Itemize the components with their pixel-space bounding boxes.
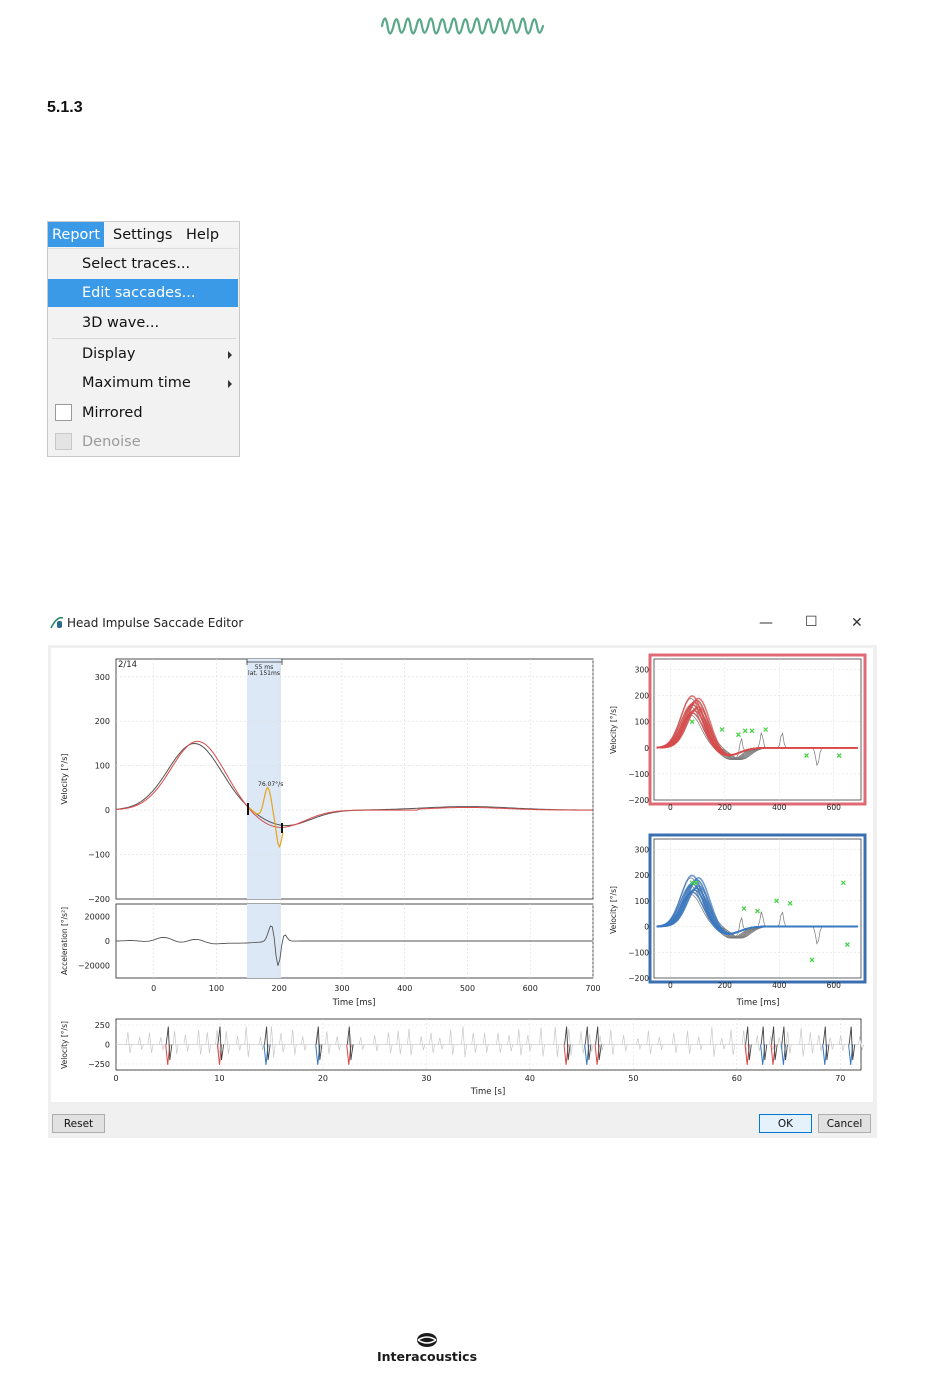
overview-x-tick-label: 40 [524, 1074, 535, 1083]
menu-item-denoise [48, 428, 238, 456]
overview-y-tick-label: 0 [104, 1040, 110, 1050]
submenu-arrow-icon [228, 351, 232, 359]
menu-item-label: Select traces... [82, 256, 191, 272]
overview-x-tick-label: 30 [421, 1074, 432, 1083]
menu-item-label: Mirrored [82, 405, 143, 421]
menu-item-mirrored[interactable] [48, 399, 238, 427]
overview-x-tick-label: 0 [113, 1074, 119, 1083]
mirrored-checkbox[interactable] [55, 404, 72, 421]
menu-report[interactable]: Report [48, 222, 104, 247]
menu-item-edit-saccades[interactable] [48, 279, 238, 307]
overview-x-tick-label: 50 [628, 1074, 639, 1083]
side-x-tick-label: 400 [772, 981, 787, 990]
ok-button[interactable]: OK [759, 1114, 812, 1133]
report-menu [47, 221, 240, 457]
main-velocity-ylabel: Velocity [°/s] [60, 753, 69, 805]
overview-y-tick-label: 250 [94, 1020, 110, 1030]
side-y-tick-label: 0 [644, 922, 649, 932]
menu-item-label: Display [82, 346, 136, 362]
menu-item-maximum-time[interactable] [48, 369, 238, 397]
menu-help[interactable]: Help [186, 227, 220, 243]
side-y-tick-label: −200 [628, 796, 649, 805]
time-tick-label: 700 [585, 984, 601, 993]
saccade-editor-window [47, 612, 877, 1138]
main-velocity-axes [116, 659, 593, 899]
window-latency-label: lat. 151ms [248, 670, 280, 677]
menu-item-label: 3D wave... [82, 315, 160, 331]
menu-item-label: Maximum time [82, 375, 191, 391]
left-velocity-ylabel: Velocity [°/s] [609, 706, 618, 754]
velocity-tick-label: 100 [94, 761, 110, 771]
side-x-tick-label: 0 [667, 803, 673, 812]
menu-item-display[interactable] [48, 340, 238, 368]
acceleration-tick-label: −20000 [77, 961, 110, 971]
acceleration-ylabel: Acceleration [°/s²] [60, 906, 69, 976]
saccade-window[interactable] [247, 659, 284, 899]
maximize-icon[interactable]: ☐ [805, 614, 818, 630]
side-x-tick-label: 200 [717, 981, 732, 990]
overview-y-tick-label: −250 [88, 1060, 110, 1070]
trace-counter: 2/14 [118, 660, 138, 670]
side-y-tick-label: 100 [634, 717, 649, 727]
right-time-xlabel: Time [ms] [736, 998, 780, 1008]
interacoustics-logo [360, 1330, 495, 1366]
overview-x-tick-label: 20 [317, 1074, 329, 1083]
side-y-tick-label: 100 [634, 896, 649, 906]
main-velocity-plot[interactable] [60, 659, 593, 904]
acceleration-tick-label: 20000 [84, 912, 110, 922]
window-title: Head Impulse Saccade Editor [67, 616, 244, 630]
velocity-tick-label: 0 [104, 806, 110, 816]
side-y-tick-label: 300 [634, 845, 649, 855]
side-y-tick-label: −100 [628, 948, 649, 958]
time-tick-label: 200 [271, 984, 287, 993]
velocity-tick-label: −200 [88, 895, 110, 904]
menu-item-3d-wave[interactable] [48, 309, 238, 337]
window-duration-label: 55 ms [254, 664, 274, 671]
overview-xlabel: Time [s] [470, 1087, 506, 1097]
side-y-tick-label: 0 [644, 743, 649, 753]
side-x-tick-label: 400 [772, 803, 787, 812]
velocity-tick-label: 300 [94, 672, 110, 682]
menu-item-label: Denoise [82, 434, 141, 450]
main-time-xlabel: Time [ms] [332, 998, 376, 1008]
time-tick-label: 100 [208, 984, 225, 993]
overview-x-tick-label: 10 [214, 1074, 225, 1083]
velocity-tick-label: 200 [94, 717, 110, 727]
side-y-tick-label: 200 [634, 871, 649, 881]
submenu-arrow-icon [228, 380, 232, 388]
logo-mark [417, 1333, 437, 1347]
overview-x-tick-label: 70 [835, 1074, 846, 1083]
acceleration-tick-label: 0 [104, 937, 110, 946]
section-number: 5.1.3 [47, 99, 83, 116]
close-icon[interactable]: ✕ [851, 615, 863, 631]
peak-velocity-label: 76.07°/s [258, 781, 284, 788]
side-x-tick-label: 0 [667, 981, 673, 990]
menu-item-select-traces[interactable] [48, 250, 238, 278]
menu-bar [48, 222, 239, 247]
side-y-tick-label: −100 [628, 769, 649, 779]
overview-x-tick-label: 60 [731, 1074, 742, 1083]
side-y-tick-label: 300 [634, 665, 649, 675]
brand-wave-logo [380, 12, 546, 44]
time-tick-label: 300 [334, 984, 350, 993]
side-x-tick-label: 600 [826, 803, 841, 812]
overview-ylabel: Velocity [°/s] [60, 1021, 69, 1069]
menu-settings[interactable]: Settings [113, 227, 173, 243]
side-x-tick-label: 600 [826, 981, 841, 990]
cancel-button[interactable]: Cancel [818, 1114, 871, 1133]
wave-logo-path [382, 19, 543, 34]
time-tick-label: 0 [151, 984, 157, 993]
side-y-tick-label: −200 [628, 974, 649, 983]
time-tick-label: 400 [397, 984, 413, 993]
menu-separator [52, 338, 236, 339]
editor-plots [48, 645, 877, 1105]
logo-wordmark: Interacoustics [376, 1349, 478, 1364]
report-dropdown [48, 248, 238, 456]
reset-button[interactable]: Reset [52, 1114, 105, 1133]
app-icon [49, 615, 65, 631]
velocity-tick-label: −100 [88, 850, 110, 860]
denoise-checkbox [55, 433, 72, 450]
side-x-tick-label: 200 [717, 803, 732, 812]
time-tick-label: 600 [522, 984, 538, 993]
right-velocity-ylabel: Velocity [°/s] [609, 886, 618, 934]
side-y-tick-label: 200 [634, 691, 649, 701]
editor-body [48, 645, 877, 1138]
menu-item-label: Edit saccades... [82, 285, 196, 301]
time-tick-label: 500 [459, 984, 476, 993]
minimize-icon[interactable]: — [759, 615, 773, 631]
